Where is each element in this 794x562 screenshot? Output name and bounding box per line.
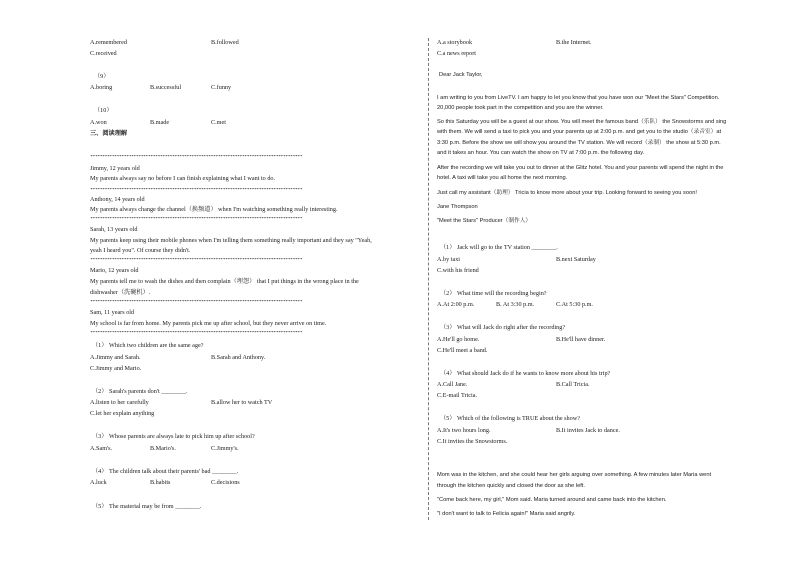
prev-option-a: A.remembered xyxy=(90,39,127,46)
separator-stars: **************************************************************************************** xyxy=(90,155,303,159)
section-title-reading: 三、阅读理解 xyxy=(90,130,128,137)
question-5: （5） Which of the following is TRUE about the show? xyxy=(440,415,580,422)
entry-text: My parents tell me to wash the dishes and then complain（埋怨） that I put things in the wrong place in the xyxy=(90,278,359,285)
q1-option-c: C.with his friend xyxy=(437,267,479,274)
question-2: （2） Sarah's parents don't ________. xyxy=(92,388,188,395)
letter-paragraph-line: So this Saturday you will be a guest at our show. You will meet the famous band（乐队） the Snowstorms and sing xyxy=(437,119,727,125)
entry-name: Sam, 11 years old xyxy=(90,309,135,316)
q3-option-a: A.Sam's. xyxy=(90,445,113,452)
column-divider xyxy=(428,38,429,520)
q9-option-a: A.boring xyxy=(90,84,113,91)
question-3: （3） Whose parents are always late to pick him up after school? xyxy=(92,433,255,440)
entry-text: dishwasher（洗碗机）. xyxy=(90,289,151,296)
top-option-a: A.a storybook xyxy=(437,39,473,46)
letter-paragraph-line: hotel. A taxi will take you all home the next morning. xyxy=(437,175,568,181)
question-5: （5） The material may be from ________. xyxy=(92,503,202,510)
question-3: （3） What will Jack do right after the recording? xyxy=(440,324,566,331)
q2-option-c: C.let her explain anything xyxy=(90,410,155,417)
question-10-number: （10） xyxy=(94,107,113,114)
question-2: （2） What time will the recording begin? xyxy=(440,290,547,297)
story-line: Mom was in the kitchen, and she could hear her girls arguing over something. A few minutes later Maria went xyxy=(437,472,712,478)
q5-option-a: A.It's two hours long. xyxy=(437,427,491,434)
q2-option-c: C.At 5:30 p.m. xyxy=(556,301,593,308)
top-option-c: C.a news report xyxy=(437,50,477,57)
q1-option-b: B.next Saturday xyxy=(556,256,596,263)
q9-option-c: C.funny xyxy=(211,84,232,91)
letter-signature-title: "Meet the Stars" Producer（制作人） xyxy=(437,218,532,224)
letter-paragraph-line: After the recording we will take you out to dinner at the Glitz hotel. You and your parents will spend the night in the xyxy=(437,165,724,171)
q10-option-b: B.made xyxy=(150,119,170,126)
question-4: （4） What should Jack do if he wants to know more about his trip? xyxy=(440,370,611,377)
question-1: （1） Which two children are the same age? xyxy=(92,342,204,349)
q2-option-a: A.listen to her carefully xyxy=(90,399,149,406)
entry-text: My school is far from home. My parents pick me up after school, but they never arrive on time. xyxy=(90,320,327,327)
q4-option-c: C.decisions xyxy=(211,479,240,486)
entry-text: My parents always change the channel（换频道） when I'm watching something really interesting. xyxy=(90,206,338,213)
top-option-b: B.the Internet. xyxy=(556,39,592,46)
q3-option-b: B.Mario's. xyxy=(150,445,176,452)
question-9-number: （9） xyxy=(94,73,110,80)
separator-stars: **************************************************************************************** xyxy=(90,217,303,221)
prev-option-c: C.received xyxy=(90,50,117,57)
letter-paragraph-line: and it takes an hour. You can watch the show on TV at 7:00 p.m. the following day. xyxy=(437,150,645,156)
q1-option-a: A.Jimmy and Sarah. xyxy=(90,354,141,361)
entry-name: Mario, 12 years old xyxy=(90,267,139,274)
q9-option-b: B.successful xyxy=(150,84,182,91)
q4-option-a: A.Call Jane. xyxy=(437,381,468,388)
letter-paragraph-line: I am writing to you from LiveTV. I am happy to let you know that you have won our "Meet the Stars" Competition. xyxy=(437,95,720,101)
letter-paragraph-line: 20,000 people took part in the competition and you are the winner. xyxy=(437,105,604,111)
letter-paragraph-line: 3:30 p.m. Before the show we will show you around the TV station. We will record（录制） the show at 5:30 p.m. xyxy=(437,140,721,146)
separator-stars: **************************************************************************************** xyxy=(90,258,303,262)
prev-option-b: B.followed xyxy=(211,39,239,46)
q2-option-b: B.allow her to watch TV xyxy=(211,399,273,406)
separator-stars: **************************************************************************************** xyxy=(90,188,303,192)
letter-signature-name: Jane Thompson xyxy=(437,204,478,210)
story-line: "Come back here, my girl," Mom said. Maria turned around and came back into the kitchen. xyxy=(437,497,667,503)
q4-option-b: B.Call Tricia. xyxy=(556,381,590,388)
entry-name: Jimmy, 12 years old xyxy=(90,165,140,172)
q3-option-c: C.He'll meet a band. xyxy=(437,347,488,354)
q10-option-c: C.met xyxy=(211,119,226,126)
letter-paragraph-line: Just call my assistant（助理） Tricia to know more about your trip. Looking forward to seeing you soon! xyxy=(437,190,697,196)
q2-option-b: B. At 3:30 p.m. xyxy=(496,301,535,308)
entry-name: Sarah, 13 years old xyxy=(90,226,138,233)
q3-option-b: B.He'll have dinner. xyxy=(556,336,606,343)
q2-option-a: A.At 2:00 p.m. xyxy=(437,301,475,308)
q4-option-c: C.E-mail Tricia. xyxy=(437,392,478,399)
q1-option-c: C.Jimmy and Mario. xyxy=(90,365,142,372)
question-1: （1） Jack will go to the TV station ________. xyxy=(440,244,558,251)
q1-option-a: A.by taxi xyxy=(437,256,461,263)
letter-paragraph-line: with them. We will send a taxi to pick you and your parents up at 2:00 p.m. and get you to the studio（录音室）at xyxy=(437,129,722,135)
entry-text: yeah I heard you". Of course they didn't. xyxy=(90,247,191,254)
q5-option-b: B.It invites Jack to dance. xyxy=(556,427,620,434)
letter-salutation: Dear Jack Taylor, xyxy=(439,72,483,78)
question-4: （4） The children talk about their parents' bad ________. xyxy=(92,468,239,475)
entry-name: Anthony, 14 years old xyxy=(90,196,145,203)
q10-option-a: A.won xyxy=(90,119,107,126)
story-line: "I don't want to talk to Felicia again!" Maria said angrily. xyxy=(437,511,576,517)
separator-stars: **************************************************************************************** xyxy=(90,331,303,335)
entry-text: My parents always say no before I can finish explaining what I want to do. xyxy=(90,175,276,182)
entry-text: My parents keep using their mobile phones when I'm telling them something really important and they say "Yeah, xyxy=(90,237,372,244)
q4-option-b: B.habits xyxy=(150,479,171,486)
story-line: through the kitchen quickly and closed the door as she left. xyxy=(437,483,585,489)
q1-option-b: B.Sarah and Anthony. xyxy=(211,354,266,361)
separator-stars: **************************************************************************************** xyxy=(90,300,303,304)
q3-option-c: C.Jimmy's. xyxy=(211,445,239,452)
q3-option-a: A.He'll go home. xyxy=(437,336,480,343)
q5-option-c: C.It invites the Snowstorms. xyxy=(437,438,508,445)
q4-option-a: A.luck xyxy=(90,479,107,486)
